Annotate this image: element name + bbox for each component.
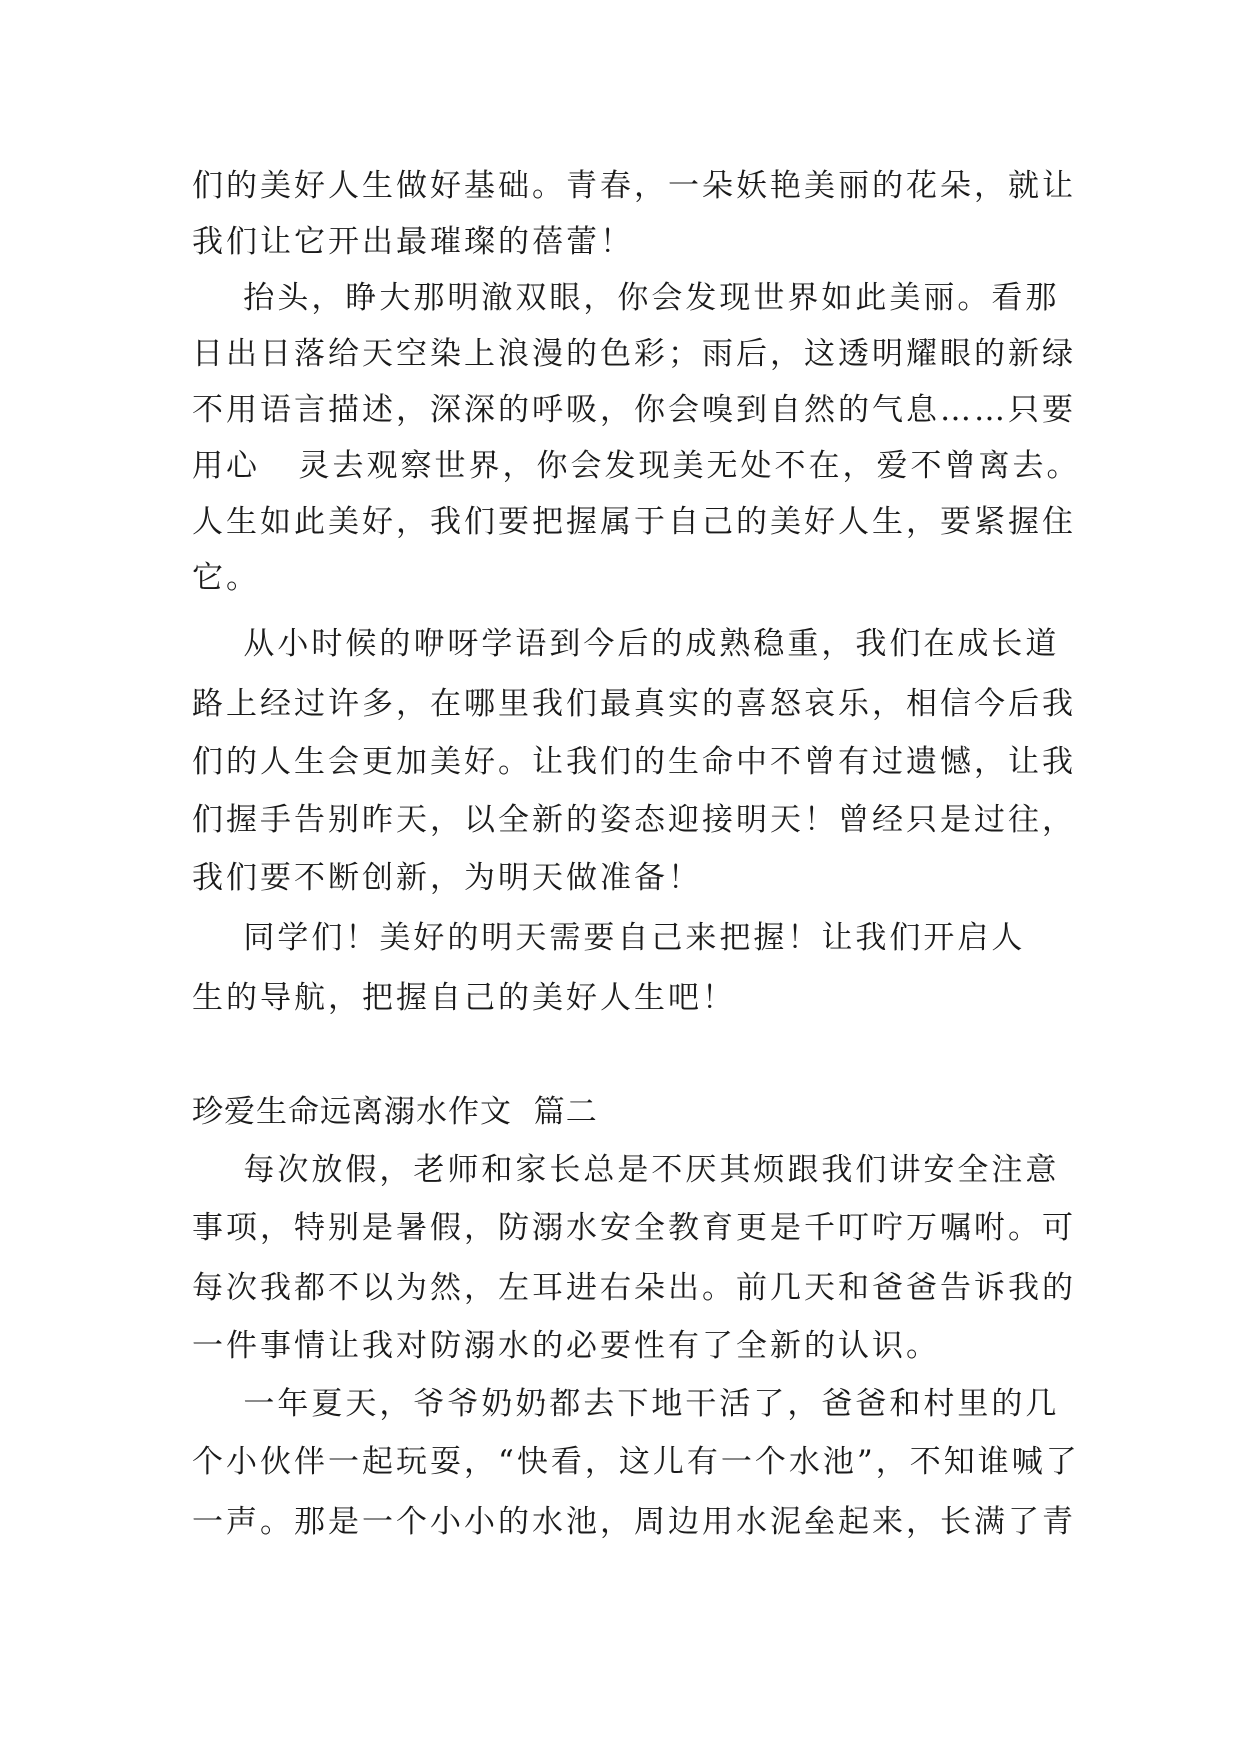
text-line: 们的人生会更加美好。让我们的生命中不曾有过遗憾，让我 bbox=[192, 744, 1076, 780]
text-line: 一声。那是一个小小的水池，周边用水泥垒起来，长满了青 bbox=[192, 1504, 1076, 1540]
text-line: 个小伙伴一起玩耍，“快看，这儿有一个水池”，不知谁喊了 bbox=[192, 1444, 1080, 1480]
text-line: 用心 灵去观察世界，你会发现美无处不在，爱不曾离去。 bbox=[192, 448, 1081, 484]
text-line: 从小时候的咿呀学语到今后的成熟稳重，我们在成长道 bbox=[192, 626, 1060, 662]
text-line: 生的导航，把握自己的美好人生吧！ bbox=[192, 980, 736, 1016]
text-line: 每次我都不以为然，左耳进右朵出。前几天和爸爸告诉我的 bbox=[192, 1270, 1076, 1306]
text-line: 我们让它开出最璀璨的蓓蕾！ bbox=[192, 224, 634, 260]
text-line: 不用语言描述，深深的呼吸，你会嗅到自然的气息……只要 bbox=[192, 392, 1076, 428]
text-line: 我们要不断创新，为明天做准备！ bbox=[192, 860, 702, 896]
text-line: 路上经过许多，在哪里我们最真实的喜怒哀乐，相信今后我 bbox=[192, 686, 1076, 722]
text-line: 一年夏天，爷爷奶奶都去下地干活了，爸爸和村里的几 bbox=[192, 1386, 1060, 1422]
text-line: 人生如此美好，我们要把握属于自己的美好人生，要紧握住 bbox=[192, 504, 1076, 540]
text-line: 抬头，睁大那明澈双眼，你会发现世界如此美丽。看那 bbox=[192, 280, 1060, 316]
section-heading: 珍爱生命远离溺水作文 篇二 bbox=[192, 1094, 598, 1130]
text-line: 它。 bbox=[192, 560, 260, 596]
text-line: 每次放假，老师和家长总是不厌其烦跟我们讲安全注意 bbox=[192, 1152, 1060, 1188]
text-line: 同学们！美好的明天需要自己来把握！让我们开启人 bbox=[192, 920, 1026, 956]
text-line: 一件事情让我对防溺水的必要性有了全新的认识。 bbox=[192, 1328, 940, 1364]
text-line: 日出日落给天空染上浪漫的色彩；雨后，这透明耀眼的新绿 bbox=[192, 336, 1076, 372]
text-line: 们握手告别昨天，以全新的姿态迎接明天！曾经只是过往， bbox=[192, 802, 1076, 838]
text-line: 们的美好人生做好基础。青春，一朵妖艳美丽的花朵，就让 bbox=[192, 168, 1076, 204]
text-line: 事项，特别是暑假，防溺水安全教育更是千叮咛万嘱咐。可 bbox=[192, 1210, 1076, 1246]
